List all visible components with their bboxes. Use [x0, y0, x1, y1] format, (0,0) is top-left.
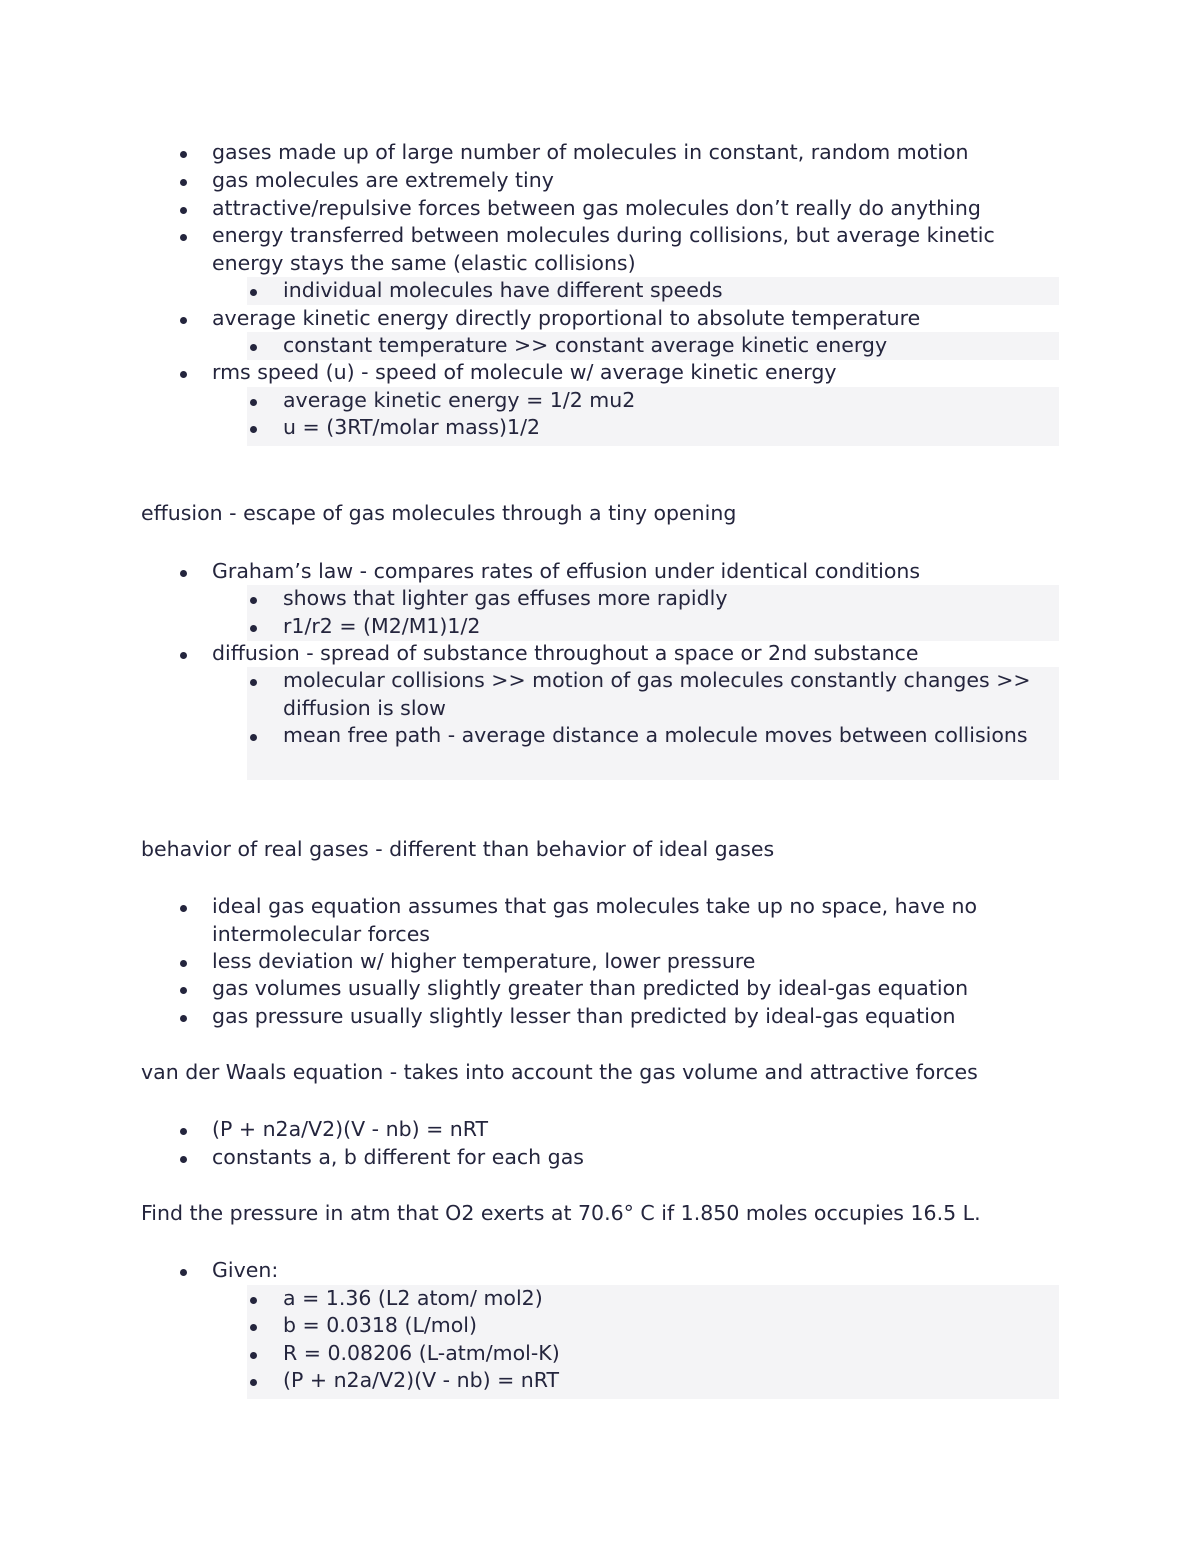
list-item: (P + n2a/V2)(V - nb) = nRT — [212, 1116, 1062, 1144]
sub-list-item: average kinetic energy = 1/2 mu2 — [283, 387, 1058, 415]
list-item: Given: — [212, 1257, 1062, 1285]
list-item: gas volumes usually slightly greater than predicted by ideal-gas equation — [212, 975, 1062, 1003]
sub-list-item: mean free path - average distance a molecule moves between collisions — [283, 722, 1058, 750]
list-item: ideal gas equation assumes that gas molecules take up no space, have no intermolecular forces — [212, 893, 1062, 948]
section-heading: effusion - escape of gas molecules through a tiny opening — [141, 501, 737, 525]
sub-list-item: R = 0.08206 (L-atm/mol-K) — [283, 1340, 1058, 1368]
list-item: diffusion - spread of substance throughout a space or 2nd substance — [212, 640, 1062, 668]
list-item: Graham’s law - compares rates of effusion under identical conditions — [212, 558, 1062, 586]
list-item: gas molecules are extremely tiny — [212, 167, 1062, 195]
sub-list-item: r1/r2 = (M2/M1)1/2 — [283, 613, 1058, 641]
list-item: average kinetic energy directly proportional to absolute temperature — [212, 305, 1062, 333]
sub-list-item: b = 0.0318 (L/mol) — [283, 1312, 1058, 1340]
sub-list-item: constant temperature >> constant average kinetic energy — [283, 332, 1058, 360]
section-heading: van der Waals equation - takes into account the gas volume and attractive forces — [141, 1060, 978, 1084]
list-item: constants a, b different for each gas — [212, 1144, 1062, 1172]
sub-list-item: a = 1.36 (L2 atom/ mol2) — [283, 1285, 1058, 1313]
problem-question: Find the pressure in atm that O2 exerts at 70.6° C if 1.850 moles occupies 16.5 L. — [141, 1201, 981, 1225]
list-item: rms speed (u) - speed of molecule w/ average kinetic energy — [212, 359, 1062, 387]
list-item: gases made up of large number of molecules in constant, random motion — [212, 139, 1062, 167]
list-item: energy transferred between molecules during collisions, but average kinetic energy stays the same (elastic collisions) — [212, 222, 1062, 277]
sub-list-item: (P + n2a/V2)(V - nb) = nRT — [283, 1367, 1058, 1395]
sub-list-item: u = (3RT/molar mass)1/2 — [283, 414, 1058, 442]
sub-list-item: shows that lighter gas effuses more rapidly — [283, 585, 1058, 613]
list-item: attractive/repulsive forces between gas molecules don’t really do anything — [212, 195, 1062, 223]
list-item: gas pressure usually slightly lesser than predicted by ideal-gas equation — [212, 1003, 1062, 1031]
section-heading: behavior of real gases - different than behavior of ideal gases — [141, 837, 775, 861]
list-item: less deviation w/ higher temperature, lower pressure — [212, 948, 1062, 976]
sub-list-item: individual molecules have different speeds — [283, 277, 1058, 305]
sub-list-item: molecular collisions >> motion of gas molecules constantly changes >> diffusion is slow — [283, 667, 1058, 722]
